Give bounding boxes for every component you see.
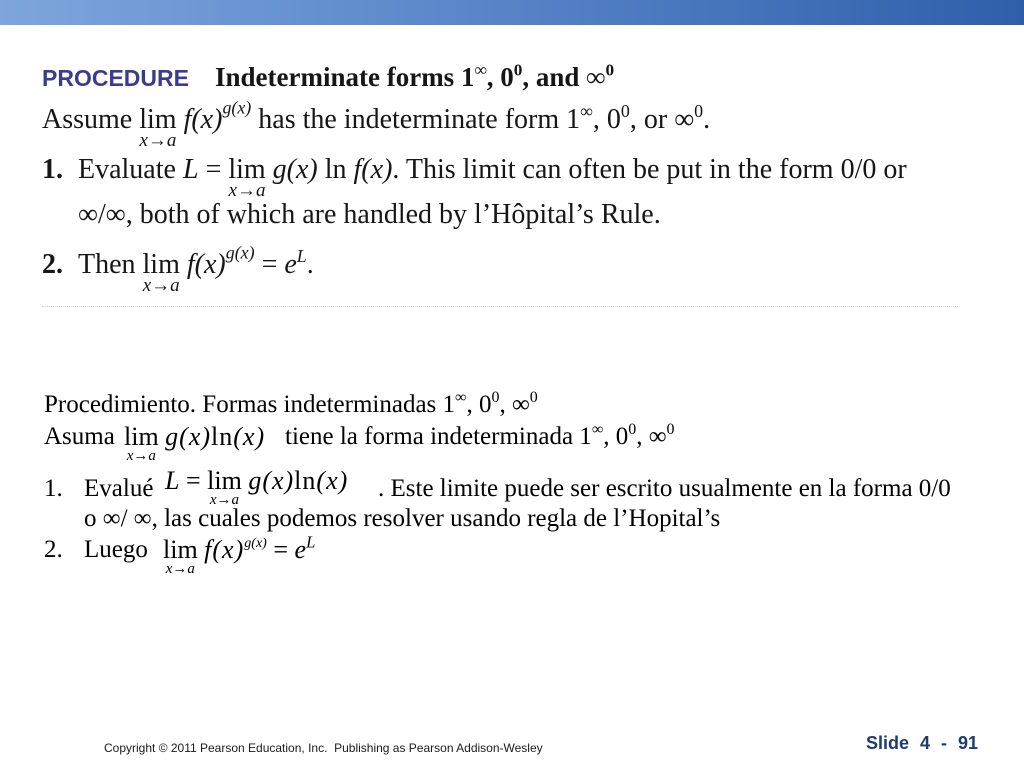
math-operator: =: [205, 154, 222, 185]
math-function: g(x): [248, 466, 295, 495]
math-operator: ln: [294, 466, 317, 495]
math-variable: e: [294, 535, 307, 564]
procedure-assume-line: [42, 97, 711, 151]
text-run: .: [703, 104, 711, 135]
text-run: , and ∞: [522, 62, 606, 92]
superscript: ∞: [455, 389, 467, 407]
superscript: 0: [605, 60, 615, 80]
procedure-label: PROCEDURE: [42, 65, 189, 91]
list-number: 1.: [44, 475, 63, 502]
superscript: 0: [491, 389, 500, 407]
list-number: 2.: [44, 536, 63, 563]
superscript: 0: [628, 421, 637, 439]
superscript: 0: [694, 100, 704, 121]
limit-subscript: x→a: [126, 448, 156, 464]
limit-operator: lim: [139, 104, 177, 135]
math-function: f(x): [186, 249, 226, 280]
limit-operator: lim: [124, 422, 159, 451]
text-run: Procedimiento. Formas indeterminadas 1: [44, 391, 456, 418]
math-limit: [139, 104, 177, 151]
limit-subscript: x→a: [209, 492, 240, 508]
text-run: Indeterminate forms 1: [215, 62, 475, 92]
limit-subscript: x→a: [142, 275, 180, 296]
math-variable: L: [165, 466, 180, 495]
math-limit: [207, 466, 242, 508]
text-run: .: [306, 249, 314, 280]
copyright-notice: Copyright © 2011 Pearson Education, Inc. Publishing as Pearson Addison-Wesley: [104, 741, 543, 755]
spanish-assume-rest: [285, 421, 675, 450]
text-run: , 0: [486, 62, 514, 92]
text-run: Evaluate: [78, 154, 176, 185]
list-number: 2.: [42, 249, 63, 280]
superscript: 0: [666, 421, 675, 439]
spanish-step-1-rest: . Este limite puede ser escrito usualmente en la forma 0/0: [378, 475, 951, 502]
limit-operator: lim: [228, 154, 266, 185]
superscript: ∞: [591, 421, 604, 439]
limit-subscript: x→a: [228, 180, 266, 201]
math-operator: =: [261, 249, 278, 280]
superscript: g(x): [225, 242, 255, 263]
superscript: ∞: [580, 100, 593, 121]
text-run: , 0: [466, 391, 492, 418]
superscript: g(x): [244, 534, 267, 551]
procedure-step-2-line: [42, 242, 314, 296]
math-operator: ln: [211, 422, 234, 451]
spanish-step-1-continuation: o ∞/ ∞, las cuales podemos resolver usando regla de l’Hopital’s: [84, 505, 721, 532]
math-function: g(x): [272, 154, 318, 185]
math-limit: [228, 154, 266, 201]
limit-operator: lim: [142, 249, 180, 280]
superscript: 0: [529, 389, 538, 407]
math-function: f(x): [183, 104, 223, 135]
limit-subscript: x→a: [165, 561, 195, 577]
text-run: , 0: [592, 104, 621, 135]
math-function: f(x): [204, 535, 245, 564]
limit-operator: lim: [163, 535, 198, 564]
text-run: , or ∞: [629, 104, 695, 135]
superscript: 0: [620, 100, 630, 121]
spanish-step-2-formula: [163, 532, 316, 577]
spanish-assume-formula: [124, 422, 266, 464]
math-function: f(x): [353, 154, 393, 185]
text-run: , ∞: [636, 423, 667, 450]
text-run: Assume: [42, 104, 133, 135]
math-variable: L: [182, 154, 199, 185]
superscript: g(x): [222, 97, 252, 118]
limit-subscript: x→a: [139, 130, 177, 151]
procedure-title: [215, 60, 615, 92]
math-operator: =: [273, 535, 289, 564]
superscript: ∞: [474, 60, 487, 80]
math-operator: =: [185, 466, 201, 495]
excerpt-bottom-rule: [42, 306, 958, 307]
text-run: , 0: [603, 423, 629, 450]
procedure-step-1-line: [42, 154, 907, 201]
math-function: g(x): [165, 422, 212, 451]
spanish-step-1-formula: [165, 466, 349, 508]
text-run: has the indeterminate form 1: [258, 104, 581, 135]
math-limit: [142, 249, 180, 296]
math-limit: [163, 535, 198, 577]
slide-number: Slide 4 - 91: [866, 733, 979, 753]
procedure-step-1-continuation: ∞/∞, both of which are handled by l’Hôpital’s Rule.: [78, 199, 661, 230]
list-number: 1.: [42, 154, 63, 185]
math-argument: (x): [233, 422, 266, 451]
math-argument: (x): [316, 466, 349, 495]
math-limit: [124, 422, 159, 464]
spanish-step-1-word: Evalué: [84, 475, 154, 502]
spanish-heading: [44, 389, 538, 418]
math-operator: ln: [324, 154, 347, 185]
superscript: L: [296, 245, 307, 266]
math-variable: e: [284, 249, 297, 280]
title-bar-gradient: [0, 0, 1024, 25]
limit-operator: lim: [207, 466, 242, 495]
spanish-step-2-word: Luego: [84, 536, 148, 563]
superscript: L: [306, 532, 316, 552]
text-run: Then: [78, 249, 136, 280]
spanish-assume-word: Asuma: [44, 423, 115, 450]
text-run: , ∞: [499, 391, 530, 418]
text-run: tiene la forma indeterminada 1: [285, 423, 592, 450]
text-run: . This limit can often be put in the form 0/0 or: [392, 154, 907, 185]
superscript: 0: [513, 60, 523, 80]
